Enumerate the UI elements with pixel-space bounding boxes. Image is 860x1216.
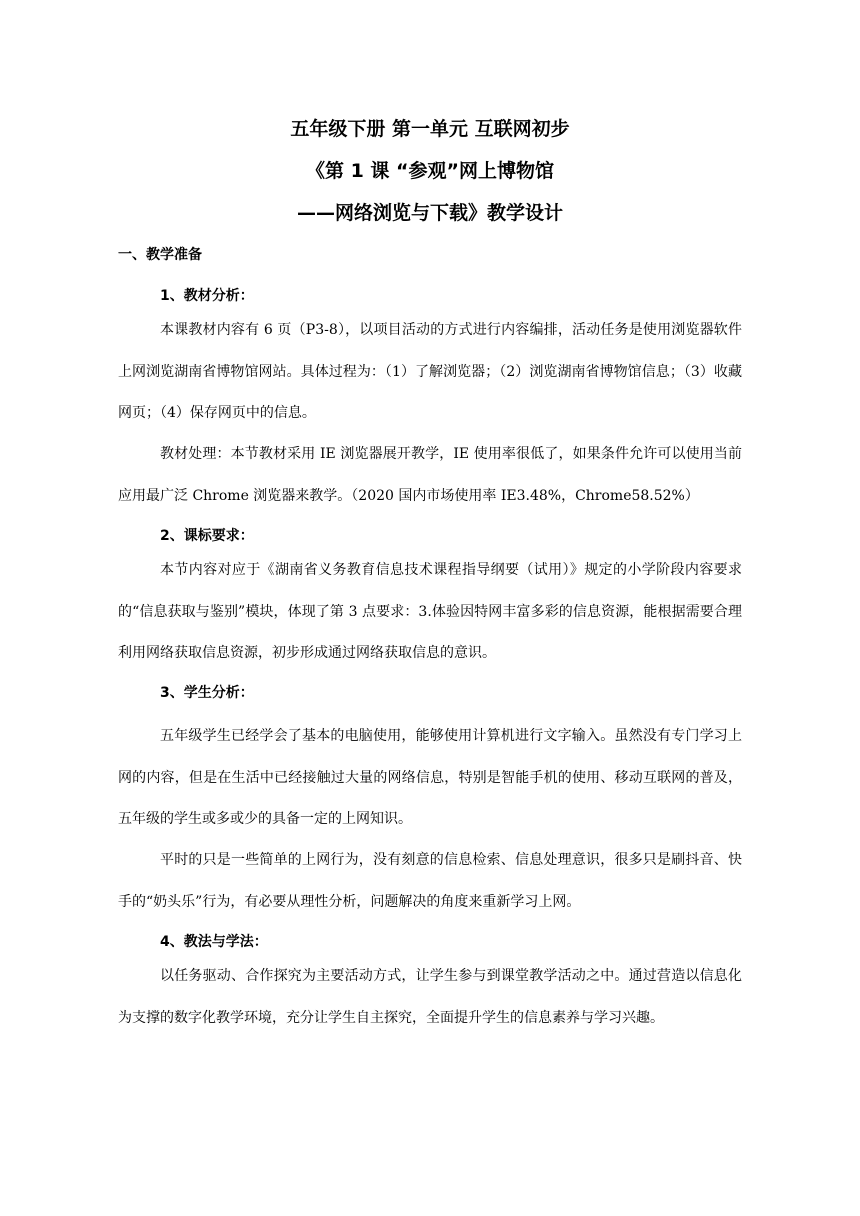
paragraph-student-behaviour: 平时的只是一些简单的上网行为，没有刻意的信息检索、信息处理意识，很多只是刷抖音、快手的“奶头乐”行为，有必要从理性分析，问题解决的角度来重新学习上网。 (118, 852, 742, 910)
document-title-line-1: 五年级下册 第一单元 互联网初步 (290, 118, 570, 140)
subsection-heading-teaching-methods: 4、教法与学法： (160, 934, 268, 950)
subsection-heading-curriculum-requirements: 2、课标要求： (160, 528, 254, 544)
subsection-heading-textbook-analysis: 1、教材分析： (160, 288, 254, 304)
paragraph-textbook-handling: 教材处理：本节教材采用 IE 浏览器展开教学，IE 使用率很低了，如果条件允许可以使用当前应用最广泛 Chrome 浏览器来教学。（2020 国内市场使用率 IE3.48%，Chrome58.52%） (118, 446, 742, 504)
paragraph-textbook-content: 本课教材内容有 6 页（P3-8），以项目活动的方式进行内容编排，活动任务是使用浏览器软件上网浏览湖南省博物馆网站。具体过程为：（1）了解浏览器；（2）浏览湖南省博物馆信息；（3）收藏网页；（4）保存网页中的信息。 (118, 322, 742, 421)
paragraph-teaching-methods: 以任务驱动、合作探究为主要活动方式，让学生参与到课堂教学活动之中。通过营造以信息化为支撑的数字化教学环境，充分让学生自主探究，全面提升学生的信息素养与学习兴趣。 (118, 968, 742, 1026)
paragraph-curriculum-requirements: 本节内容对应于《湖南省义务教育信息技术课程指导纲要（试用）》规定的小学阶段内容要求的“信息获取与鉴别”模块，体现了第 3 点要求：3.体验因特网丰富多彩的信息资源，能根据需要合理利用网络获取信息资源，初步形成通过网络获取信息的意识。 (118, 562, 742, 661)
subsection-heading-student-analysis: 3、学生分析： (160, 685, 254, 701)
section-heading-preparation: 一、教学准备 (118, 247, 202, 263)
document-title-line-2: 《第 1 课 “参观”网上博物馆 (305, 160, 555, 182)
paragraph-student-background: 五年级学生已经学会了基本的电脑使用，能够使用计算机进行文字输入。虽然没有专门学习上网的内容，但是在生活中已经接触过大量的网络信息，特别是智能手机的使用、移动互联网的普及，五年级的学生或多或少的具备一定的上网知识。 (118, 728, 742, 827)
document-title-line-3: ——网络浏览与下载》教学设计 (296, 202, 563, 224)
